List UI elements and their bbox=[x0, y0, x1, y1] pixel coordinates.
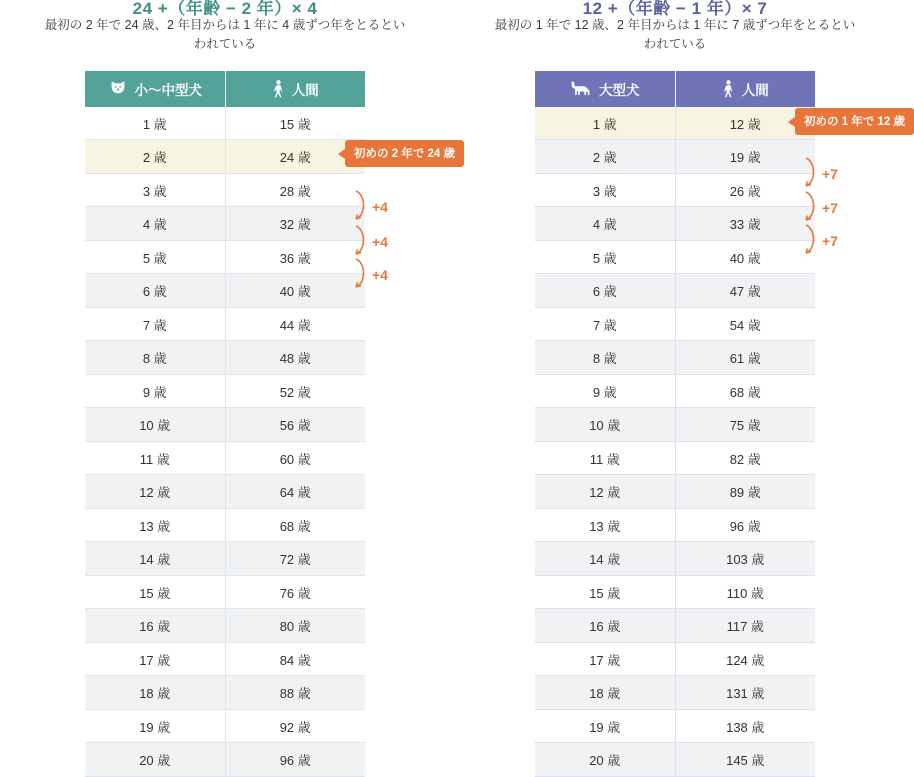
right-dog-column-header bbox=[535, 71, 675, 107]
human-age-cell: 26 歳 bbox=[675, 173, 815, 207]
table-row bbox=[85, 475, 365, 509]
dog-age-cell: 13 歳 bbox=[85, 508, 225, 542]
right-step-3 bbox=[802, 222, 838, 259]
left-dog-column-header bbox=[85, 71, 225, 107]
table-row bbox=[85, 542, 365, 576]
dog-age-cell: 19 歳 bbox=[535, 709, 675, 743]
dog-age-cell: 15 歳 bbox=[535, 575, 675, 609]
human-age-cell: 40 歳 bbox=[675, 240, 815, 274]
large-dog-panel bbox=[450, 0, 905, 777]
human-age-cell: 124 歳 bbox=[675, 642, 815, 676]
human-age-cell: 96 歳 bbox=[225, 743, 365, 777]
human-age-cell: 131 歳 bbox=[675, 676, 815, 710]
dog-age-cell: 9 歳 bbox=[85, 374, 225, 408]
table-row bbox=[535, 140, 815, 174]
dog-age-cell: 11 歳 bbox=[85, 441, 225, 475]
left-step-1 bbox=[352, 188, 388, 225]
dog-head-icon bbox=[108, 81, 128, 97]
human-age-cell: 32 歳 bbox=[225, 207, 365, 241]
human-age-cell: 92 歳 bbox=[225, 709, 365, 743]
dog-age-cell: 17 歳 bbox=[535, 642, 675, 676]
table-row bbox=[535, 441, 815, 475]
dog-age-cell: 14 歳 bbox=[85, 542, 225, 576]
human-age-cell: 96 歳 bbox=[675, 508, 815, 542]
table-row bbox=[85, 274, 365, 308]
table-row bbox=[85, 207, 365, 241]
table-row bbox=[85, 240, 365, 274]
table-row bbox=[85, 709, 365, 743]
right-human-column-header bbox=[675, 71, 815, 107]
curved-arrow-icon bbox=[352, 188, 370, 225]
dog-age-cell: 10 歳 bbox=[85, 408, 225, 442]
table-row bbox=[535, 408, 815, 442]
human-age-cell: 28 歳 bbox=[225, 173, 365, 207]
table-row bbox=[85, 743, 365, 777]
dog-age-cell: 2 歳 bbox=[85, 140, 225, 174]
dog-age-cell: 14 歳 bbox=[535, 542, 675, 576]
dog-age-cell: 18 歳 bbox=[535, 676, 675, 710]
left-subtitle: 最初の 2 年で 24 歳、2 年目からは 1 年に 4 歳ずつ年をとるといわれている bbox=[44, 18, 406, 52]
dog-age-cell: 5 歳 bbox=[85, 240, 225, 274]
table-row bbox=[535, 207, 815, 241]
human-walking-icon bbox=[722, 80, 735, 98]
human-age-cell: 44 歳 bbox=[225, 307, 365, 341]
curved-arrow-icon bbox=[802, 189, 820, 226]
table-row bbox=[85, 173, 365, 207]
left-step-3 bbox=[352, 256, 388, 293]
table-row bbox=[85, 575, 365, 609]
human-age-cell: 15 歳 bbox=[225, 107, 365, 140]
human-age-cell: 76 歳 bbox=[225, 575, 365, 609]
dog-age-cell: 8 歳 bbox=[535, 341, 675, 375]
small-medium-dog-panel bbox=[0, 0, 455, 777]
left-step-1-label: +4 bbox=[372, 198, 388, 215]
human-age-cell: 72 歳 bbox=[225, 542, 365, 576]
left-step-3-label: +4 bbox=[372, 266, 388, 283]
left-age-table bbox=[85, 71, 365, 777]
human-age-cell: 19 歳 bbox=[675, 140, 815, 174]
right-formula: 12 +（年齢 − 1 年）× 7 bbox=[582, 0, 768, 18]
dog-age-cell: 7 歳 bbox=[535, 307, 675, 341]
right-subtitle: 最初の 1 年で 12 歳、2 年目からは 1 年に 7 歳ずつ年をとるといわれている bbox=[494, 18, 856, 52]
left-dog-column-label: 小〜中型犬 bbox=[134, 82, 202, 98]
human-walking-icon bbox=[272, 80, 285, 98]
table-row bbox=[535, 240, 815, 274]
right-step-3-label: +7 bbox=[822, 232, 838, 249]
dog-age-cell: 1 歳 bbox=[85, 107, 225, 140]
right-step-2-label: +7 bbox=[822, 199, 838, 216]
human-age-cell: 82 歳 bbox=[675, 441, 815, 475]
dog-body-icon bbox=[570, 80, 592, 97]
table-row bbox=[85, 140, 365, 174]
dog-age-cell: 9 歳 bbox=[535, 374, 675, 408]
dog-age-cell: 4 歳 bbox=[85, 207, 225, 241]
table-row bbox=[535, 374, 815, 408]
curved-arrow-icon bbox=[352, 256, 370, 293]
curved-arrow-icon bbox=[802, 222, 820, 259]
table-row bbox=[85, 676, 365, 710]
human-age-cell: 24 歳 bbox=[225, 140, 365, 174]
table-row bbox=[85, 441, 365, 475]
human-age-cell: 12 歳 bbox=[675, 107, 815, 140]
table-row bbox=[85, 107, 365, 140]
human-age-cell: 80 歳 bbox=[225, 609, 365, 643]
human-age-cell: 89 歳 bbox=[675, 475, 815, 509]
dog-age-cell: 15 歳 bbox=[85, 575, 225, 609]
table-row bbox=[85, 374, 365, 408]
table-row bbox=[85, 408, 365, 442]
table-row bbox=[85, 341, 365, 375]
right-human-column-label: 人間 bbox=[741, 82, 769, 98]
dog-age-cell: 17 歳 bbox=[85, 642, 225, 676]
dog-age-cell: 16 歳 bbox=[535, 609, 675, 643]
human-age-cell: 52 歳 bbox=[225, 374, 365, 408]
table-row bbox=[535, 609, 815, 643]
right-age-table bbox=[535, 71, 815, 777]
human-age-cell: 68 歳 bbox=[675, 374, 815, 408]
human-age-cell: 33 歳 bbox=[675, 207, 815, 241]
table-row bbox=[535, 274, 815, 308]
left-table-body bbox=[85, 107, 365, 777]
dog-age-cell: 20 歳 bbox=[535, 743, 675, 777]
human-age-cell: 75 歳 bbox=[675, 408, 815, 442]
dog-age-cell: 10 歳 bbox=[535, 408, 675, 442]
table-row bbox=[85, 642, 365, 676]
left-step-2-label: +4 bbox=[372, 233, 388, 250]
curved-arrow-icon bbox=[802, 155, 820, 192]
human-age-cell: 36 歳 bbox=[225, 240, 365, 274]
right-step-1-label: +7 bbox=[822, 165, 838, 182]
table-row bbox=[535, 341, 815, 375]
dog-age-cell: 5 歳 bbox=[535, 240, 675, 274]
human-age-cell: 145 歳 bbox=[675, 743, 815, 777]
table-row bbox=[535, 642, 815, 676]
dog-age-cell: 16 歳 bbox=[85, 609, 225, 643]
human-age-cell: 61 歳 bbox=[675, 341, 815, 375]
dog-age-cell: 13 歳 bbox=[535, 508, 675, 542]
dog-age-cell: 18 歳 bbox=[85, 676, 225, 710]
table-header-row bbox=[85, 71, 365, 107]
table-row bbox=[85, 307, 365, 341]
right-callout-badge: 初めの 1 年で 12 歳 bbox=[795, 108, 914, 135]
dog-age-cell: 8 歳 bbox=[85, 341, 225, 375]
human-age-cell: 110 歳 bbox=[675, 575, 815, 609]
dog-age-cell: 12 歳 bbox=[85, 475, 225, 509]
human-age-cell: 88 歳 bbox=[225, 676, 365, 710]
human-age-cell: 103 歳 bbox=[675, 542, 815, 576]
dog-age-cell: 20 歳 bbox=[85, 743, 225, 777]
table-row bbox=[535, 542, 815, 576]
right-dog-column-label: 大型犬 bbox=[599, 82, 640, 98]
left-human-column-header bbox=[225, 71, 365, 107]
dog-age-cell: 11 歳 bbox=[535, 441, 675, 475]
left-step-2 bbox=[352, 223, 388, 260]
dog-age-cell: 12 歳 bbox=[535, 475, 675, 509]
table-row bbox=[535, 107, 815, 140]
dog-age-cell: 6 歳 bbox=[535, 274, 675, 308]
human-age-cell: 54 歳 bbox=[675, 307, 815, 341]
table-row bbox=[535, 709, 815, 743]
dog-age-cell: 6 歳 bbox=[85, 274, 225, 308]
dog-age-cell: 7 歳 bbox=[85, 307, 225, 341]
dog-age-cell: 3 歳 bbox=[85, 173, 225, 207]
human-age-cell: 47 歳 bbox=[675, 274, 815, 308]
human-age-cell: 40 歳 bbox=[225, 274, 365, 308]
table-row bbox=[535, 743, 815, 777]
human-age-cell: 48 歳 bbox=[225, 341, 365, 375]
dog-age-cell: 2 歳 bbox=[535, 140, 675, 174]
left-formula: 24 +（年齢 − 2 年）× 4 bbox=[132, 0, 318, 18]
table-row bbox=[535, 475, 815, 509]
right-step-1 bbox=[802, 155, 838, 192]
dog-age-cell: 1 歳 bbox=[535, 107, 675, 140]
table-header-row bbox=[535, 71, 815, 107]
table-row bbox=[85, 609, 365, 643]
curved-arrow-icon bbox=[352, 223, 370, 260]
human-age-cell: 117 歳 bbox=[675, 609, 815, 643]
human-age-cell: 64 歳 bbox=[225, 475, 365, 509]
human-age-cell: 68 歳 bbox=[225, 508, 365, 542]
table-row bbox=[535, 676, 815, 710]
human-age-cell: 56 歳 bbox=[225, 408, 365, 442]
right-table-body bbox=[535, 107, 815, 777]
table-row bbox=[535, 508, 815, 542]
table-row bbox=[535, 307, 815, 341]
table-row bbox=[535, 173, 815, 207]
human-age-cell: 138 歳 bbox=[675, 709, 815, 743]
table-row bbox=[85, 508, 365, 542]
human-age-cell: 84 歳 bbox=[225, 642, 365, 676]
left-human-column-label: 人間 bbox=[291, 82, 319, 98]
right-step-2 bbox=[802, 189, 838, 226]
left-callout-badge: 初めの 2 年で 24 歳 bbox=[345, 140, 464, 167]
human-age-cell: 60 歳 bbox=[225, 441, 365, 475]
table-row bbox=[535, 575, 815, 609]
dog-age-cell: 4 歳 bbox=[535, 207, 675, 241]
dog-age-cell: 3 歳 bbox=[535, 173, 675, 207]
dog-age-cell: 19 歳 bbox=[85, 709, 225, 743]
